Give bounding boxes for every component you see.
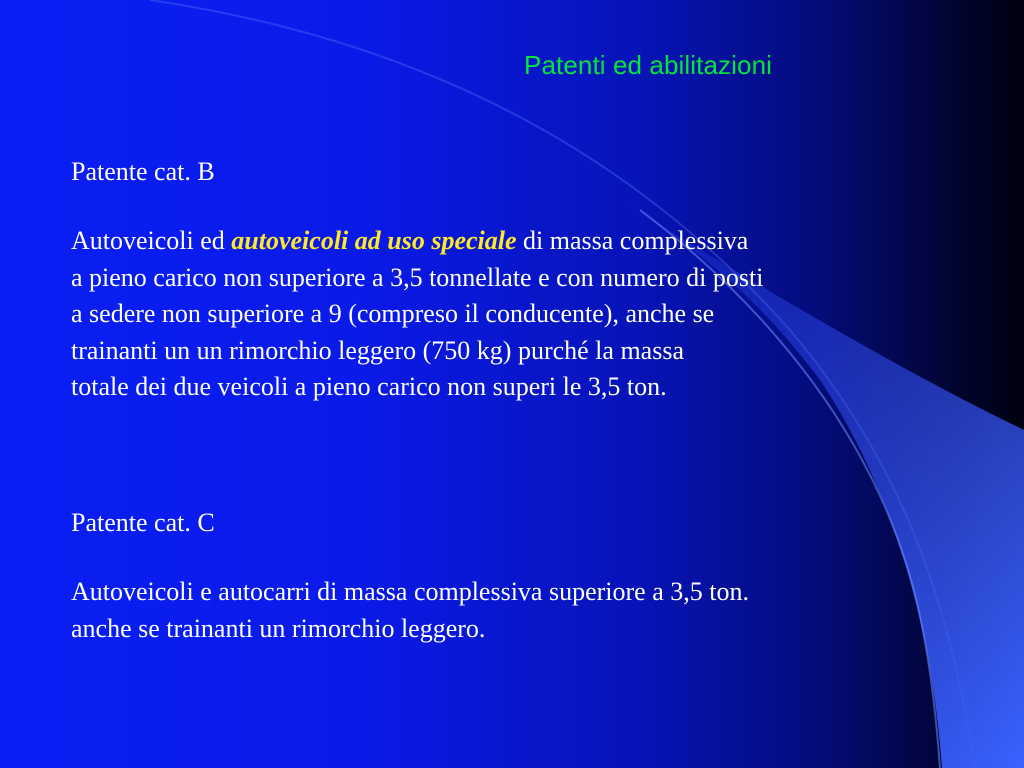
section-c-heading: Patente cat. C — [71, 508, 215, 537]
section-b-line-5: totale dei due veicoli a pieno carico non superi le 3,5 ton. — [71, 372, 667, 401]
section-b-emphasis: autoveicoli ad uso speciale — [231, 226, 517, 255]
section-c-line-2: anche se trainanti un rimorchio leggero. — [71, 613, 486, 643]
section-b-line-3: a sedere non superiore a 9 (compreso il conducente), anche se — [71, 299, 715, 328]
section-c-line-1: Autoveicoli e autocarri di massa complessiva superiore a 3,5 ton. — [71, 577, 749, 606]
section-b-line-1-start: Autoveicoli ed — [71, 226, 232, 255]
section-b-line-4: trainanti un un rimorchio leggero (750 kg) purché la massa — [71, 335, 684, 365]
section-b-line-2: a pieno carico non superiore a 3,5 tonnellate e con numero di posti — [71, 262, 764, 292]
section-b-heading: Patente cat. B — [71, 157, 215, 186]
section-b-paragraph — [71, 223, 763, 406]
slide-title: Patenti ed abilitazioni — [524, 50, 773, 80]
section-b-line-1-end: di massa complessiva — [516, 226, 749, 255]
section-b-line-1 — [71, 223, 763, 260]
section-c-paragraph — [71, 574, 749, 647]
